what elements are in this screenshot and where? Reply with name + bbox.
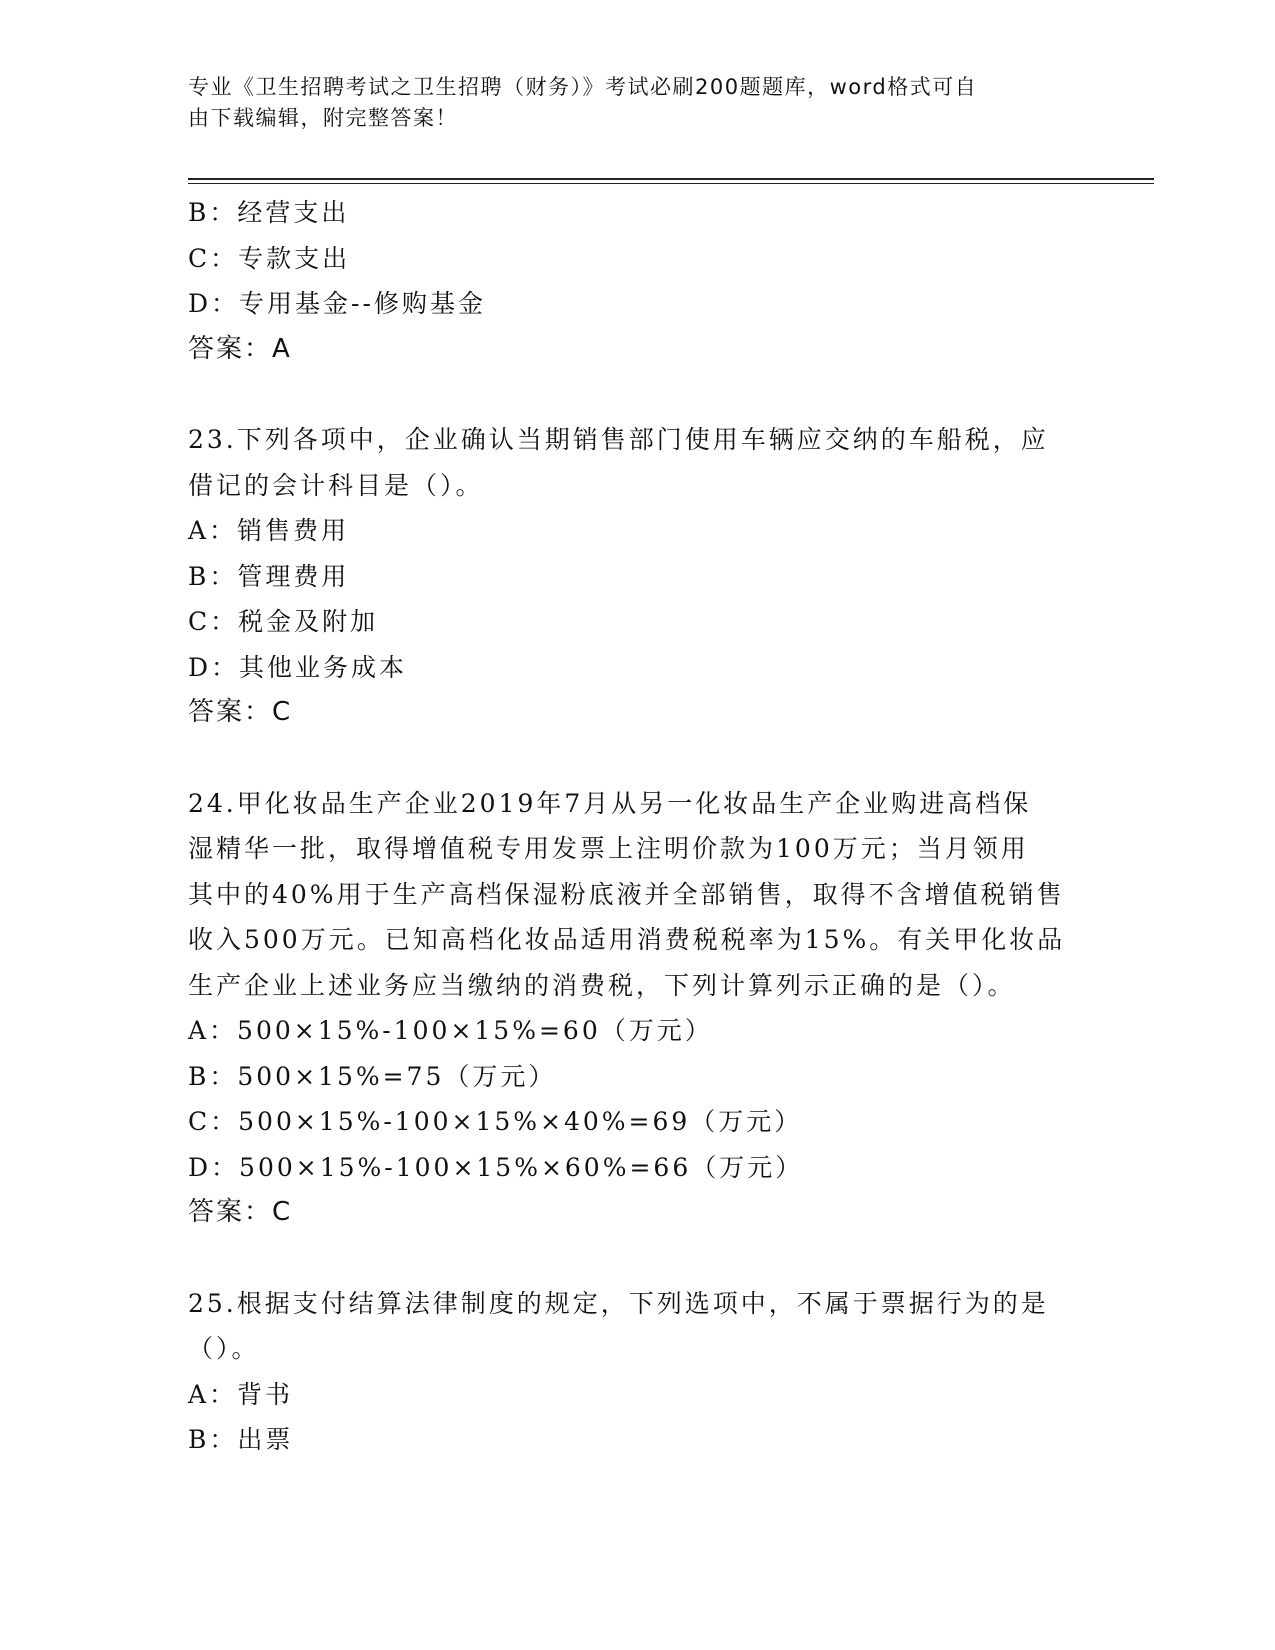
question-stem-line: （）。 — [188, 1334, 260, 1363]
question-stem-line: 收入500万元。已知高档化妆品适用消费税税率为15%。有关甲化妆品 — [188, 925, 1066, 954]
option-c: C：专款支出 — [188, 243, 351, 273]
question-23 — [188, 417, 1078, 736]
document-header — [188, 72, 1068, 134]
option-d: D：专用基金--修购基金 — [188, 289, 486, 318]
header-rule-thin — [188, 183, 1154, 184]
option-a: A：背书 — [188, 1379, 294, 1409]
option-c: C：税金及附加 — [188, 607, 379, 636]
question-stem-line: 生产企业上述业务应当缴纳的消费税，下列计算列示正确的是（）。 — [188, 970, 1016, 1000]
question-stem-line: 借记的会计科目是（）。 — [188, 470, 484, 500]
option-b: B：出票 — [188, 1425, 294, 1454]
option-b: B：500×15%=75（万元） — [188, 1061, 557, 1091]
header-rule — [188, 178, 1154, 180]
option-d: D：500×15%-100×15%×60%=66（万元） — [188, 1152, 804, 1182]
answer: 答案：C — [188, 697, 293, 727]
question-24 — [188, 781, 1078, 1236]
question-stem-line: 23.下列各项中，企业确认当期销售部门使用车辆应交纳的车船税，应 — [188, 425, 1049, 454]
header-line-1: 专业《卫生招聘考试之卫生招聘（财务）》考试必刷200题题库，word格式可自 — [188, 75, 978, 99]
question-stem-line: 湿精华一批，取得增值税专用发票上注明价款为100万元；当月领用 — [188, 834, 1029, 863]
question-content — [188, 190, 1078, 1463]
option-a: A：500×15%-100×15%=60（万元） — [188, 1016, 713, 1045]
option-d: D：其他业务成本 — [188, 652, 408, 682]
option-b: B：经营支出 — [188, 198, 350, 227]
option-a: A：销售费用 — [188, 516, 350, 545]
option-b: B：管理费用 — [188, 561, 350, 591]
question-stem-line: 其中的40%用于生产高档保湿粉底液并全部销售，取得不含增值税销售 — [188, 879, 1065, 909]
answer: 答案：A — [188, 333, 292, 364]
question-25 — [188, 1281, 1078, 1463]
answer: 答案：C — [188, 1197, 293, 1227]
question-stem-line: 24.甲化妆品生产企业2019年7月从另一化妆品生产企业购进高档保 — [188, 788, 1032, 818]
question-stem-line: 25.根据支付结算法律制度的规定，下列选项中，不属于票据行为的是 — [188, 1288, 1049, 1318]
question-22 — [188, 190, 1078, 372]
header-line-2: 由下载编辑，附完整答案！ — [188, 106, 458, 130]
option-c: C：500×15%-100×15%×40%=69（万元） — [188, 1107, 803, 1136]
